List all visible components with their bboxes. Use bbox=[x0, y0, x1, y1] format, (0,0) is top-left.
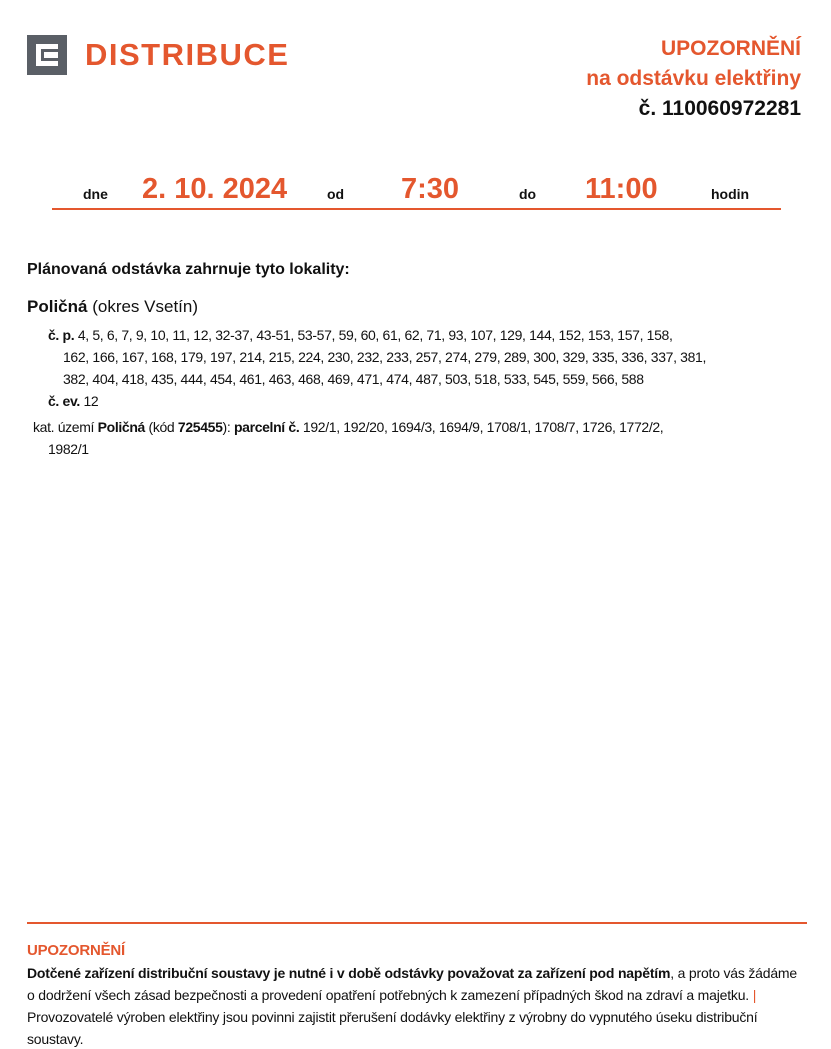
parcel-list bbox=[33, 416, 706, 438]
section-title: Plánovaná odstávka zahrnuje tyto lokality: bbox=[27, 261, 350, 278]
kat-name: Poličná bbox=[97, 419, 145, 435]
time-to: 11:00 bbox=[585, 173, 658, 205]
logo-text: DISTRIBUCE bbox=[85, 37, 290, 72]
parcel-line: 1982/1 bbox=[48, 441, 89, 457]
od-label: od bbox=[327, 186, 345, 202]
separator: | bbox=[752, 987, 757, 1003]
cp-line: 162, 166, 167, 168, 179, 197, 214, 215, 224, 230, 232, 233, 257, 274, 279, 289, 300, 329, 335, 336, 337, 381, bbox=[63, 349, 706, 365]
ev-list bbox=[48, 390, 706, 412]
kod-end: ): bbox=[222, 419, 231, 435]
outage-date: 2. 10. 2024 bbox=[142, 173, 288, 205]
do-label: do bbox=[519, 186, 537, 202]
location-district: (okres Vsetín) bbox=[92, 297, 199, 316]
cp-line: 4, 5, 6, 7, 9, 10, 11, 12, 32-37, 43-51, 53-57, 59, 60, 61, 62, 71, 93, 107, 129, 144, 152, 153, 157, 158, bbox=[77, 327, 673, 343]
notice-heading bbox=[586, 34, 801, 124]
footer-bold: Dotčené zařízení distribuční soustavy je nutné i v době odstávky považovat za zařízení pod napětím bbox=[27, 965, 671, 981]
date-line bbox=[52, 168, 781, 210]
cp-list bbox=[48, 324, 706, 346]
dne-label: dne bbox=[83, 186, 108, 202]
notice-subtitle: na odstávku elektřiny bbox=[586, 67, 801, 90]
ev-value: 12 bbox=[83, 393, 99, 409]
kod-label: (kód bbox=[148, 419, 175, 435]
location-details bbox=[33, 324, 706, 460]
parcel-line: 192/1, 192/20, 1694/3, 1694/9, 1708/1, 1708/7, 1726, 1772/2, bbox=[302, 419, 664, 435]
footer-text1: , a proto vás žádáme o dodržení všech zásad bezpečnosti a provedení opatření potřebných k zamezení případných škod na zdraví a majetku. bbox=[27, 965, 797, 1003]
number-prefix: č. bbox=[638, 97, 657, 120]
kod-value: 725455 bbox=[177, 419, 223, 435]
notice-title: UPOZORNĚNÍ bbox=[660, 37, 801, 60]
hodin-label: hodin bbox=[711, 186, 750, 202]
logo-icon bbox=[27, 35, 67, 75]
ev-label: č. ev. bbox=[48, 393, 80, 409]
footer-warning bbox=[27, 922, 807, 1049]
logo bbox=[27, 35, 289, 75]
number-value: 110060972281 bbox=[662, 97, 801, 120]
footer-text bbox=[27, 962, 807, 1049]
notice-number bbox=[586, 94, 801, 124]
location-heading bbox=[27, 297, 198, 317]
cp-label: č. p. bbox=[48, 327, 75, 343]
location-name: Poličná bbox=[27, 297, 88, 316]
time-from: 7:30 bbox=[401, 173, 460, 205]
kat-label: kat. území bbox=[33, 419, 95, 435]
footer-title: UPOZORNĚNÍ bbox=[27, 942, 126, 959]
cp-line: 382, 404, 418, 435, 444, 454, 461, 463, 468, 469, 471, 474, 487, 503, 518, 533, 545, 559, 566, 588 bbox=[63, 371, 644, 387]
footer-text2: Provozovatelé výroben elektřiny jsou povinni zajistit přerušení dodávky elektřiny z výrobny do vypnutého úseku distribuční soustavy. bbox=[27, 1009, 758, 1047]
parcel-label: parcelní č. bbox=[233, 419, 300, 435]
